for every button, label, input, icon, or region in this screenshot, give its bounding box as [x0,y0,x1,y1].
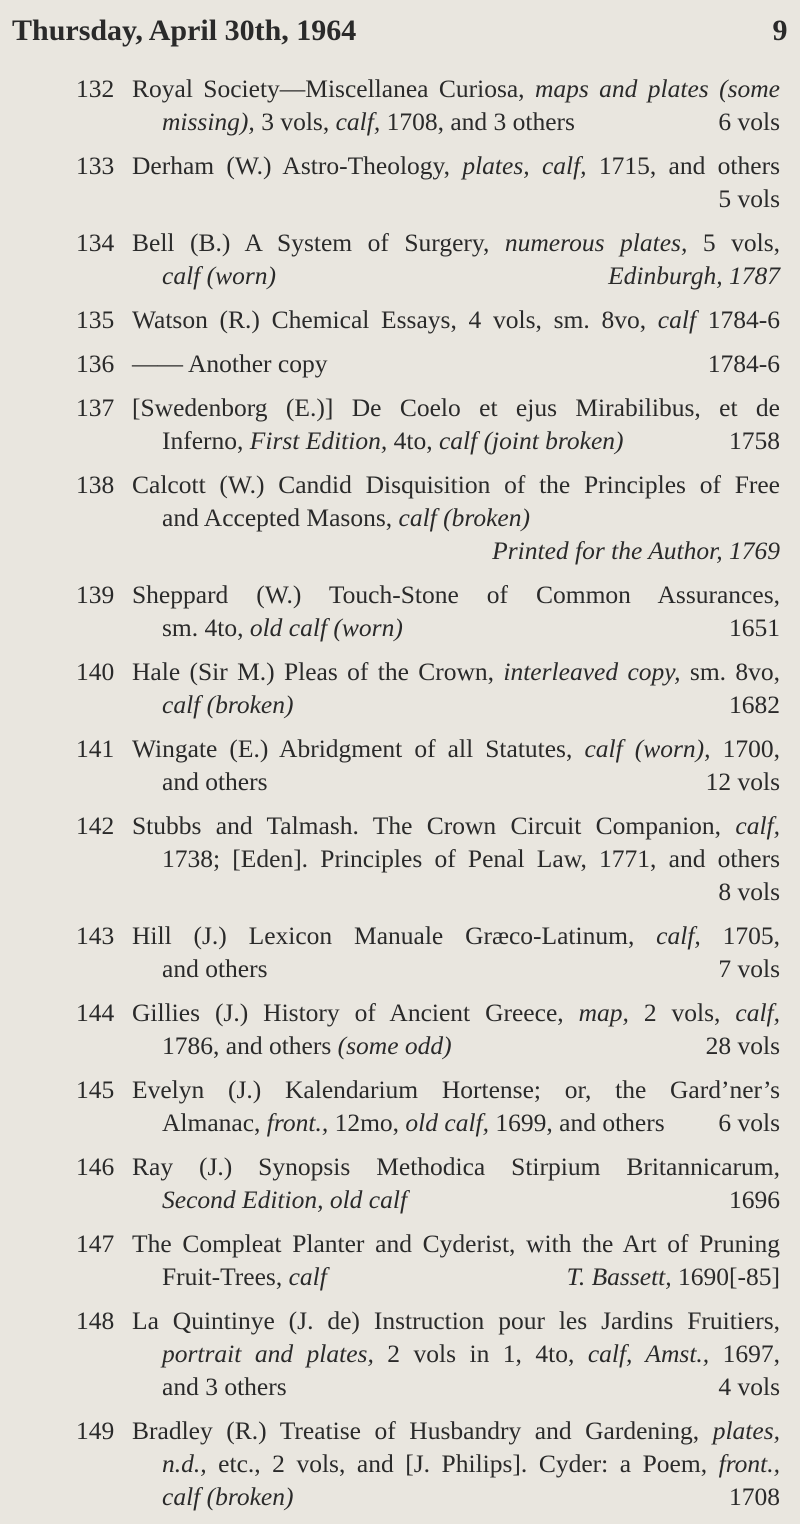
lot-137 [0,391,800,457]
lot-date: 1784-6 [707,305,781,334]
lot-detail: (some odd) [337,1031,452,1060]
lot-148 [0,1304,800,1403]
lot-title: Stubbs and Talmash. The Crown Circuit Companion, [132,811,722,840]
lot-number: 147 [76,1229,115,1258]
lot-date: 1651 [729,613,780,642]
lot-list [0,72,800,1524]
lot-number: 133 [76,151,115,180]
lot-imprint: Edinburgh, 1787 [608,261,780,290]
lot-date: 1758 [729,426,780,455]
lot-147 [0,1227,800,1293]
lot-149 [0,1414,800,1513]
lot-detail: 4to, [393,426,433,455]
lot-detail: numerous plates, [504,228,688,257]
lot-detail: and others [162,954,268,983]
lot-detail: calf, Amst., [587,1339,710,1368]
lot-title: —— Another copy [132,349,328,378]
lot-title: Sheppard (W.) Touch-Stone of Common Assurances, [132,580,780,609]
lot-detail: Inferno, [162,426,244,455]
lot-detail: map, [578,998,629,1027]
lot-detail: 5 vols, [702,228,780,257]
lot-imprint: Printed for the Author, 1769 [492,536,780,565]
lot-138 [0,468,800,567]
lot-detail: old calf (worn) [249,613,403,642]
lot-number: 141 [76,734,115,763]
lot-detail: calf, [656,921,701,950]
lot-title: Bradley (R.) Treatise of Husbandry and Gardening, [132,1416,700,1445]
lot-detail: 1708, and 3 others [386,107,575,136]
lot-134 [0,226,800,292]
lot-title: [Swedenborg (E.)] De Coelo et ejus Mirabilibus, et de [132,393,780,422]
lot-133 [0,149,800,215]
lot-number: 144 [76,998,115,1027]
lot-title: Royal Society—Miscellanea Curiosa, [132,74,525,103]
lot-detail: portrait and plates, [162,1339,374,1368]
lot-144 [0,996,800,1062]
lot-number: 132 [76,74,115,103]
lot-title: Hill (J.) Lexicon Manuale Græco-Latinum, [132,921,635,950]
lot-136 [0,347,800,380]
lot-detail: maps and plates (some [534,74,781,103]
lot-volumes: 4 vols [718,1372,780,1401]
lot-title: Wingate (E.) Abridgment of all Statutes, [132,734,573,763]
lot-number: 148 [76,1306,115,1335]
lot-title: Calcott (W.) Candid Disquisition of the Principles of Free [132,470,780,499]
lot-number: 145 [76,1075,115,1104]
lot-number: 138 [76,470,115,499]
lot-detail: and Accepted Masons, [162,503,393,532]
lot-date: 1682 [729,690,780,719]
lot-date: 1784-6 [707,349,780,378]
lot-volumes: 6 vols [718,1108,780,1137]
lot-date: 1708 [729,1482,780,1511]
lot-number: 137 [76,393,115,422]
lot-number: 135 [76,305,115,334]
lot-detail: 1705, [722,921,781,950]
lot-detail: calf, [335,107,381,136]
lot-title: Hale (Sir M.) Pleas of the Crown, [132,657,495,686]
lot-volumes: 6 vols [718,107,780,136]
lot-detail: old calf, [405,1108,489,1137]
lot-145 [0,1073,800,1139]
lot-detail: plates, [712,1416,781,1445]
page-date: Thursday, April 30th, 1964 [12,14,357,47]
lot-volumes: 28 vols [705,1031,780,1060]
lot-title: The Compleat Planter and Cyderist, with the Art of Pruning [132,1229,780,1258]
lot-title: Gillies (J.) History of Ancient Greece, [132,998,564,1027]
lot-detail: calf (worn) [162,261,277,290]
lot-detail: and others [162,767,268,796]
lot-detail: missing), [162,107,255,136]
lot-detail: calf (broken) [162,690,294,719]
lot-detail: calf (joint broken) [438,426,624,455]
lot-detail: Almanac, [162,1108,261,1137]
lot-number: 143 [76,921,115,950]
lot-detail: sm. 8vo, [689,657,781,686]
lot-date: 1690[-85] [678,1262,780,1291]
lot-detail: 12mo, [334,1108,400,1137]
lot-detail: front., [266,1108,329,1137]
lot-volumes: 5 vols [718,184,780,213]
lot-detail: and 3 others [162,1372,287,1401]
lot-detail: 1786, and others [162,1031,332,1060]
lot-number: 134 [76,228,115,257]
lot-detail: 1700, [722,734,780,763]
lot-title: Watson (R.) Chemical Essays, 4 vols, sm. 8vo, [132,305,647,334]
lot-detail: sm. 4to, [162,613,244,642]
page-header [0,14,800,54]
lot-detail: 2 vols in 1, 4to, [387,1339,575,1368]
lot-143 [0,919,800,985]
lot-detail: calf [288,1262,327,1291]
lot-142 [0,809,800,908]
lot-title: La Quintinye (J. de) Instruction pour les Jardins Fruitiers, [132,1306,780,1335]
lot-detail: 3 vols, [261,107,330,136]
lot-volumes: 12 vols [705,767,780,796]
lot-detail: front., [718,1449,781,1478]
lot-number: 136 [76,349,115,378]
page-number: 9 [772,14,788,47]
lot-detail: plates, calf, [462,151,587,180]
lot-volumes: 8 vols [718,877,780,906]
lot-number: 146 [76,1152,115,1181]
lot-detail: calf (worn), [584,734,711,763]
lot-detail: calf [657,305,697,334]
lot-title: Ray (J.) Synopsis Methodica Stirpium Britannicarum, [132,1152,780,1181]
lot-title: Bell (B.) A System of Surgery, [132,228,490,257]
lot-detail: n.d., [162,1449,207,1478]
lot-detail: calf, [735,811,780,840]
lot-detail: etc., 2 vols, and [J. Philips]. Cyder: a Poem, [218,1449,708,1478]
lot-141 [0,732,800,798]
lot-detail: Fruit-Trees, [162,1262,283,1291]
lot-date: 1696 [729,1185,780,1214]
lot-number: 149 [76,1416,115,1445]
lot-detail: calf, [735,998,781,1027]
lot-detail: 1715, and others [598,151,781,180]
lot-140 [0,655,800,721]
lot-volumes: 7 vols [718,954,780,983]
lot-number: 142 [76,811,115,840]
lot-132 [0,72,800,138]
lot-detail: 2 vols, [643,998,721,1027]
lot-146 [0,1150,800,1216]
lot-detail: 1699, and others [495,1108,665,1137]
lot-imprint: T. Bassett, [566,1262,672,1291]
lot-detail: 1697, [722,1339,781,1368]
lot-detail: 1738; [Eden]. Principles of Penal Law, 1771, and others [162,844,780,873]
lot-detail: interleaved copy, [503,657,681,686]
lot-number: 140 [76,657,115,686]
lot-detail: calf (broken) [162,1482,294,1511]
lot-title: Evelyn (J.) Kalendarium Hortense; or, the Gard’ner’s [132,1075,780,1104]
lot-detail: First Edition, [249,426,388,455]
lot-detail: calf (broken) [398,503,530,532]
lot-number: 139 [76,580,115,609]
lot-detail: Second Edition, old calf [162,1185,408,1214]
lot-139 [0,578,800,644]
lot-135 [0,303,800,336]
lot-title: Derham (W.) Astro-Theology, [132,151,451,180]
